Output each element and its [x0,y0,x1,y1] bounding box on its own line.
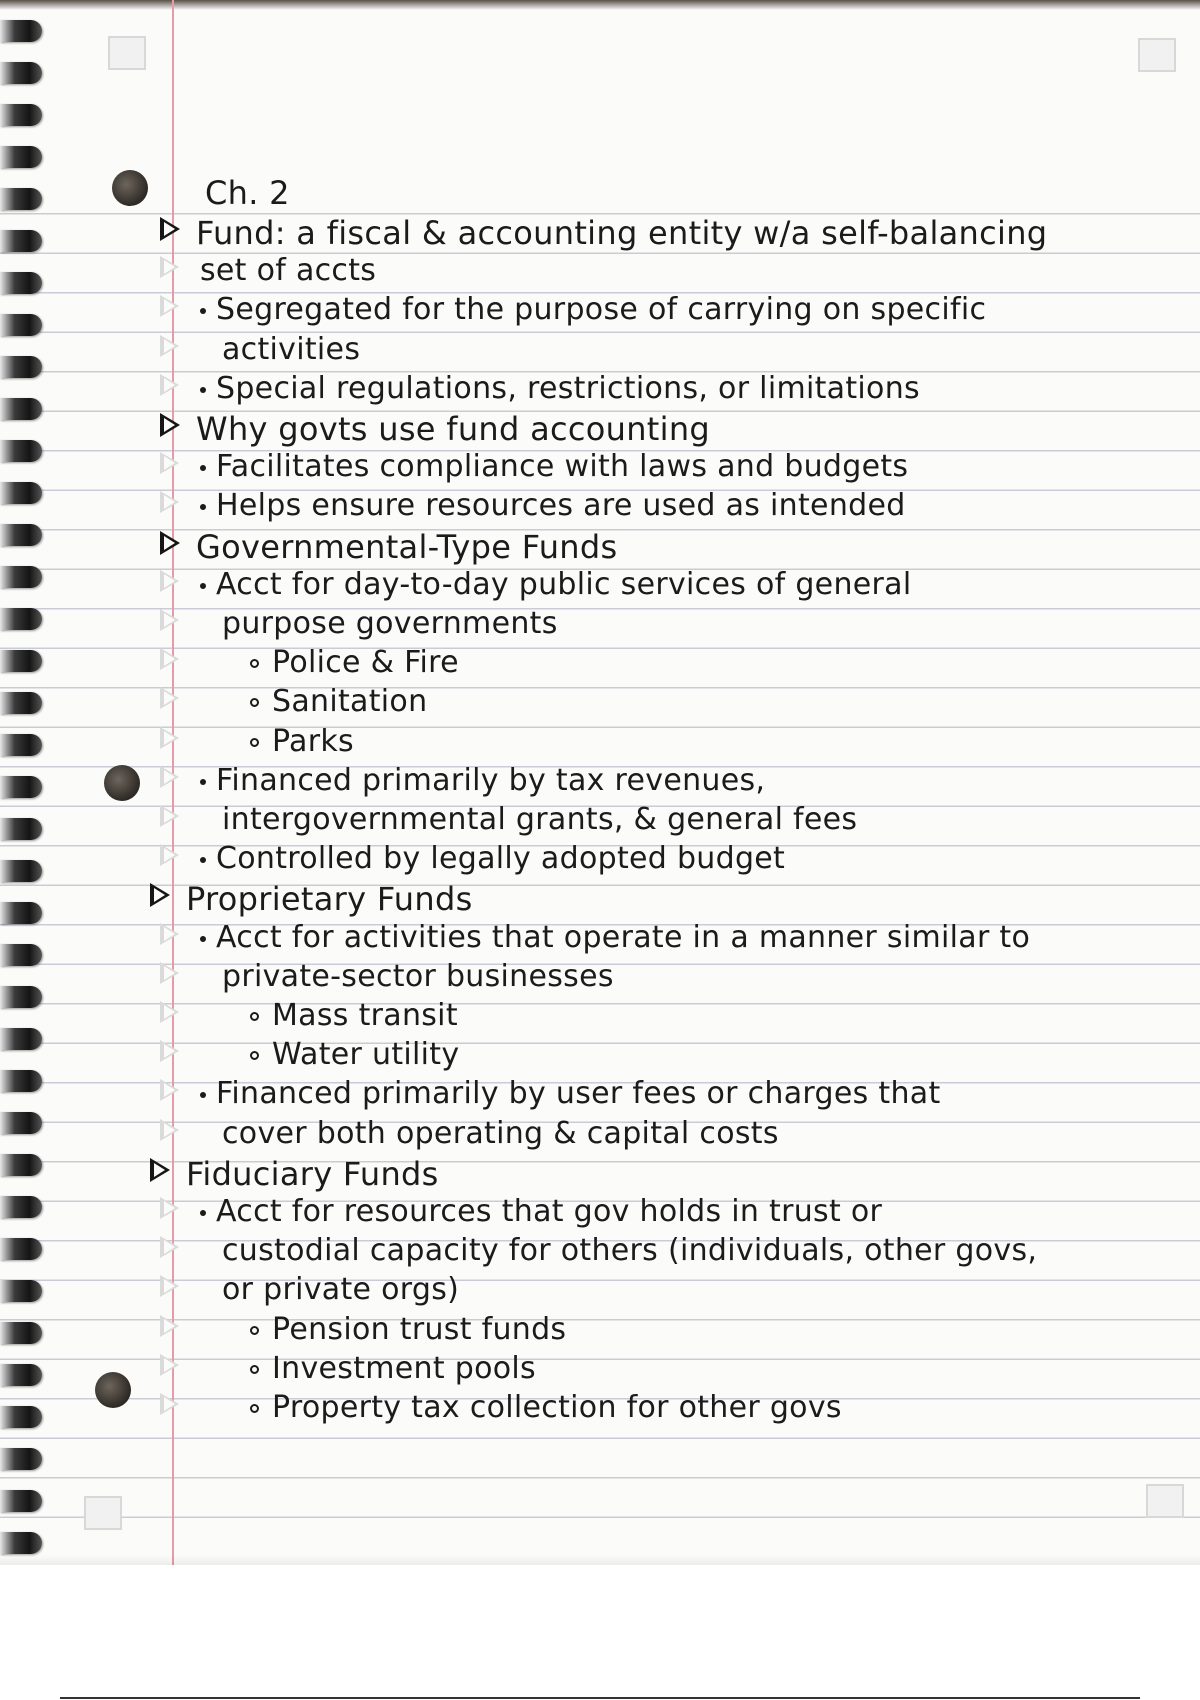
note-text: Helps ensure resources are used as intended [216,488,906,523]
faint-arrow-icon [160,609,179,631]
note-line [0,918,1200,958]
note-line [0,1153,1200,1193]
faint-arrow-icon [160,687,179,709]
note-text: custodial capacity for others (individuals, other govs, [222,1233,1038,1268]
note-line [0,330,1200,370]
note-text: Financed primarily by tax revenues, [216,763,766,798]
faint-arrow-icon [160,962,179,984]
section-arrow-icon [160,413,180,437]
note-line [0,1114,1200,1154]
spiral-coil [0,104,42,126]
chapter-heading: Ch. 2 [205,174,290,212]
note-line [0,1388,1200,1428]
note-line [0,1349,1200,1389]
note-text: Property tax collection for other govs [272,1390,842,1425]
spiral-coil [0,146,42,168]
corner-mark-bottom-left [84,1496,122,1530]
faint-arrow-icon [160,1393,179,1415]
note-text: Water utility [272,1037,460,1072]
note-line [0,682,1200,722]
note-line [0,408,1200,448]
sub-bullet-circle [250,659,259,668]
sub-bullet-circle [250,738,259,747]
faint-arrow-icon [160,1001,179,1023]
spiral-coil [0,188,42,210]
faint-arrow-icon [160,1079,179,1101]
note-line [0,996,1200,1036]
note-line [0,800,1200,840]
spiral-coil [0,20,42,42]
note-line [0,878,1200,918]
faint-arrow-icon [160,766,179,788]
spiral-coil [0,1490,42,1512]
note-text: Police & Fire [272,645,459,680]
faint-arrow-icon [160,844,179,866]
note-line [0,447,1200,487]
note-line [0,839,1200,879]
bullet-dot [200,1092,206,1098]
note-text: Pension trust funds [272,1312,567,1347]
faint-arrow-icon [160,1197,179,1219]
faint-arrow-icon [160,295,179,317]
note-line [0,761,1200,801]
faint-arrow-icon [160,1236,179,1258]
bottom-rule [60,1697,1140,1699]
faint-arrow-icon [160,570,179,592]
note-text: Acct for resources that gov holds in trust or [216,1194,883,1229]
sub-bullet-circle [250,1404,259,1413]
note-text: purpose governments [222,606,558,641]
faint-arrow-icon [160,452,179,474]
spiral-coil [0,62,42,84]
bullet-dot [200,583,206,589]
faint-arrow-icon [160,648,179,670]
note-line [0,1192,1200,1232]
note-line [0,1270,1200,1310]
faint-arrow-icon [160,1040,179,1062]
faint-arrow-icon [160,923,179,945]
note-text: intergovernmental grants, & general fees [222,802,858,837]
punch-hole-top [112,170,148,206]
note-text: Facilitates compliance with laws and budgets [216,449,909,484]
note-text: Proprietary Funds [186,880,473,918]
section-arrow-icon [160,217,180,241]
note-text: Acct for day-to-day public services of general [216,567,912,602]
bullet-dot [200,857,206,863]
faint-arrow-icon [160,1315,179,1337]
note-line [0,290,1200,330]
note-line [0,1310,1200,1350]
faint-arrow-icon [160,727,179,749]
note-text: Why govts use fund accounting [196,410,711,448]
section-arrow-icon [150,1158,170,1182]
note-text: Investment pools [272,1351,536,1386]
page-top-shadow [0,0,1200,10]
note-line [0,722,1200,762]
note-text: Parks [272,724,354,759]
note-text: cover both operating & capital costs [222,1116,779,1151]
corner-mark-top-left [108,36,146,70]
note-text: Controlled by legally adopted budget [216,841,786,876]
note-line [0,565,1200,605]
note-line [0,1035,1200,1075]
bullet-dot [200,936,206,942]
note-line [0,1074,1200,1114]
note-text: Sanitation [272,684,428,719]
sub-bullet-circle [250,1051,259,1060]
note-text: set of accts [200,253,377,288]
bullet-dot [200,387,206,393]
bullet-dot [200,1210,206,1216]
sub-bullet-circle [250,698,259,707]
note-text: Fund: a fiscal & accounting entity w/a self-balancing [196,214,1048,252]
note-line [0,643,1200,683]
note-text: Mass transit [272,998,458,1033]
section-arrow-icon [150,883,170,907]
spiral-coil [0,1532,42,1554]
spiral-coil [0,1448,42,1470]
note-text: Financed primarily by user fees or charges that [216,1076,941,1111]
bullet-dot [200,465,206,471]
note-text: Segregated for the purpose of carrying on specific [216,292,987,327]
note-line [0,369,1200,409]
note-line [0,526,1200,566]
sub-bullet-circle [250,1012,259,1021]
note-line [0,604,1200,644]
note-text: Special regulations, restrictions, or limitations [216,371,920,406]
section-arrow-icon [160,531,180,555]
bullet-dot [200,504,206,510]
faint-arrow-icon [160,256,179,278]
sub-bullet-circle [250,1326,259,1335]
faint-arrow-icon [160,805,179,827]
note-line [0,486,1200,526]
note-text: Fiduciary Funds [186,1155,439,1193]
note-line [0,212,1200,252]
faint-arrow-icon [160,1119,179,1141]
note-text: or private orgs) [222,1272,460,1307]
note-text: Governmental-Type Funds [196,528,618,566]
note-text: Acct for activities that operate in a manner similar to [216,920,1031,955]
corner-mark-bottom-right [1146,1484,1184,1518]
faint-arrow-icon [160,1275,179,1297]
faint-arrow-icon [160,1354,179,1376]
note-line [0,957,1200,997]
note-text: activities [222,332,361,367]
page-bottom-edge [0,1555,1200,1565]
sub-bullet-circle [250,1365,259,1374]
faint-arrow-icon [160,491,179,513]
faint-arrow-icon [160,374,179,396]
note-line [0,1231,1200,1271]
bullet-dot [200,779,206,785]
bullet-dot [200,308,206,314]
corner-mark-top-right [1138,38,1176,72]
note-line [0,251,1200,291]
faint-arrow-icon [160,335,179,357]
note-text: private-sector businesses [222,959,614,994]
